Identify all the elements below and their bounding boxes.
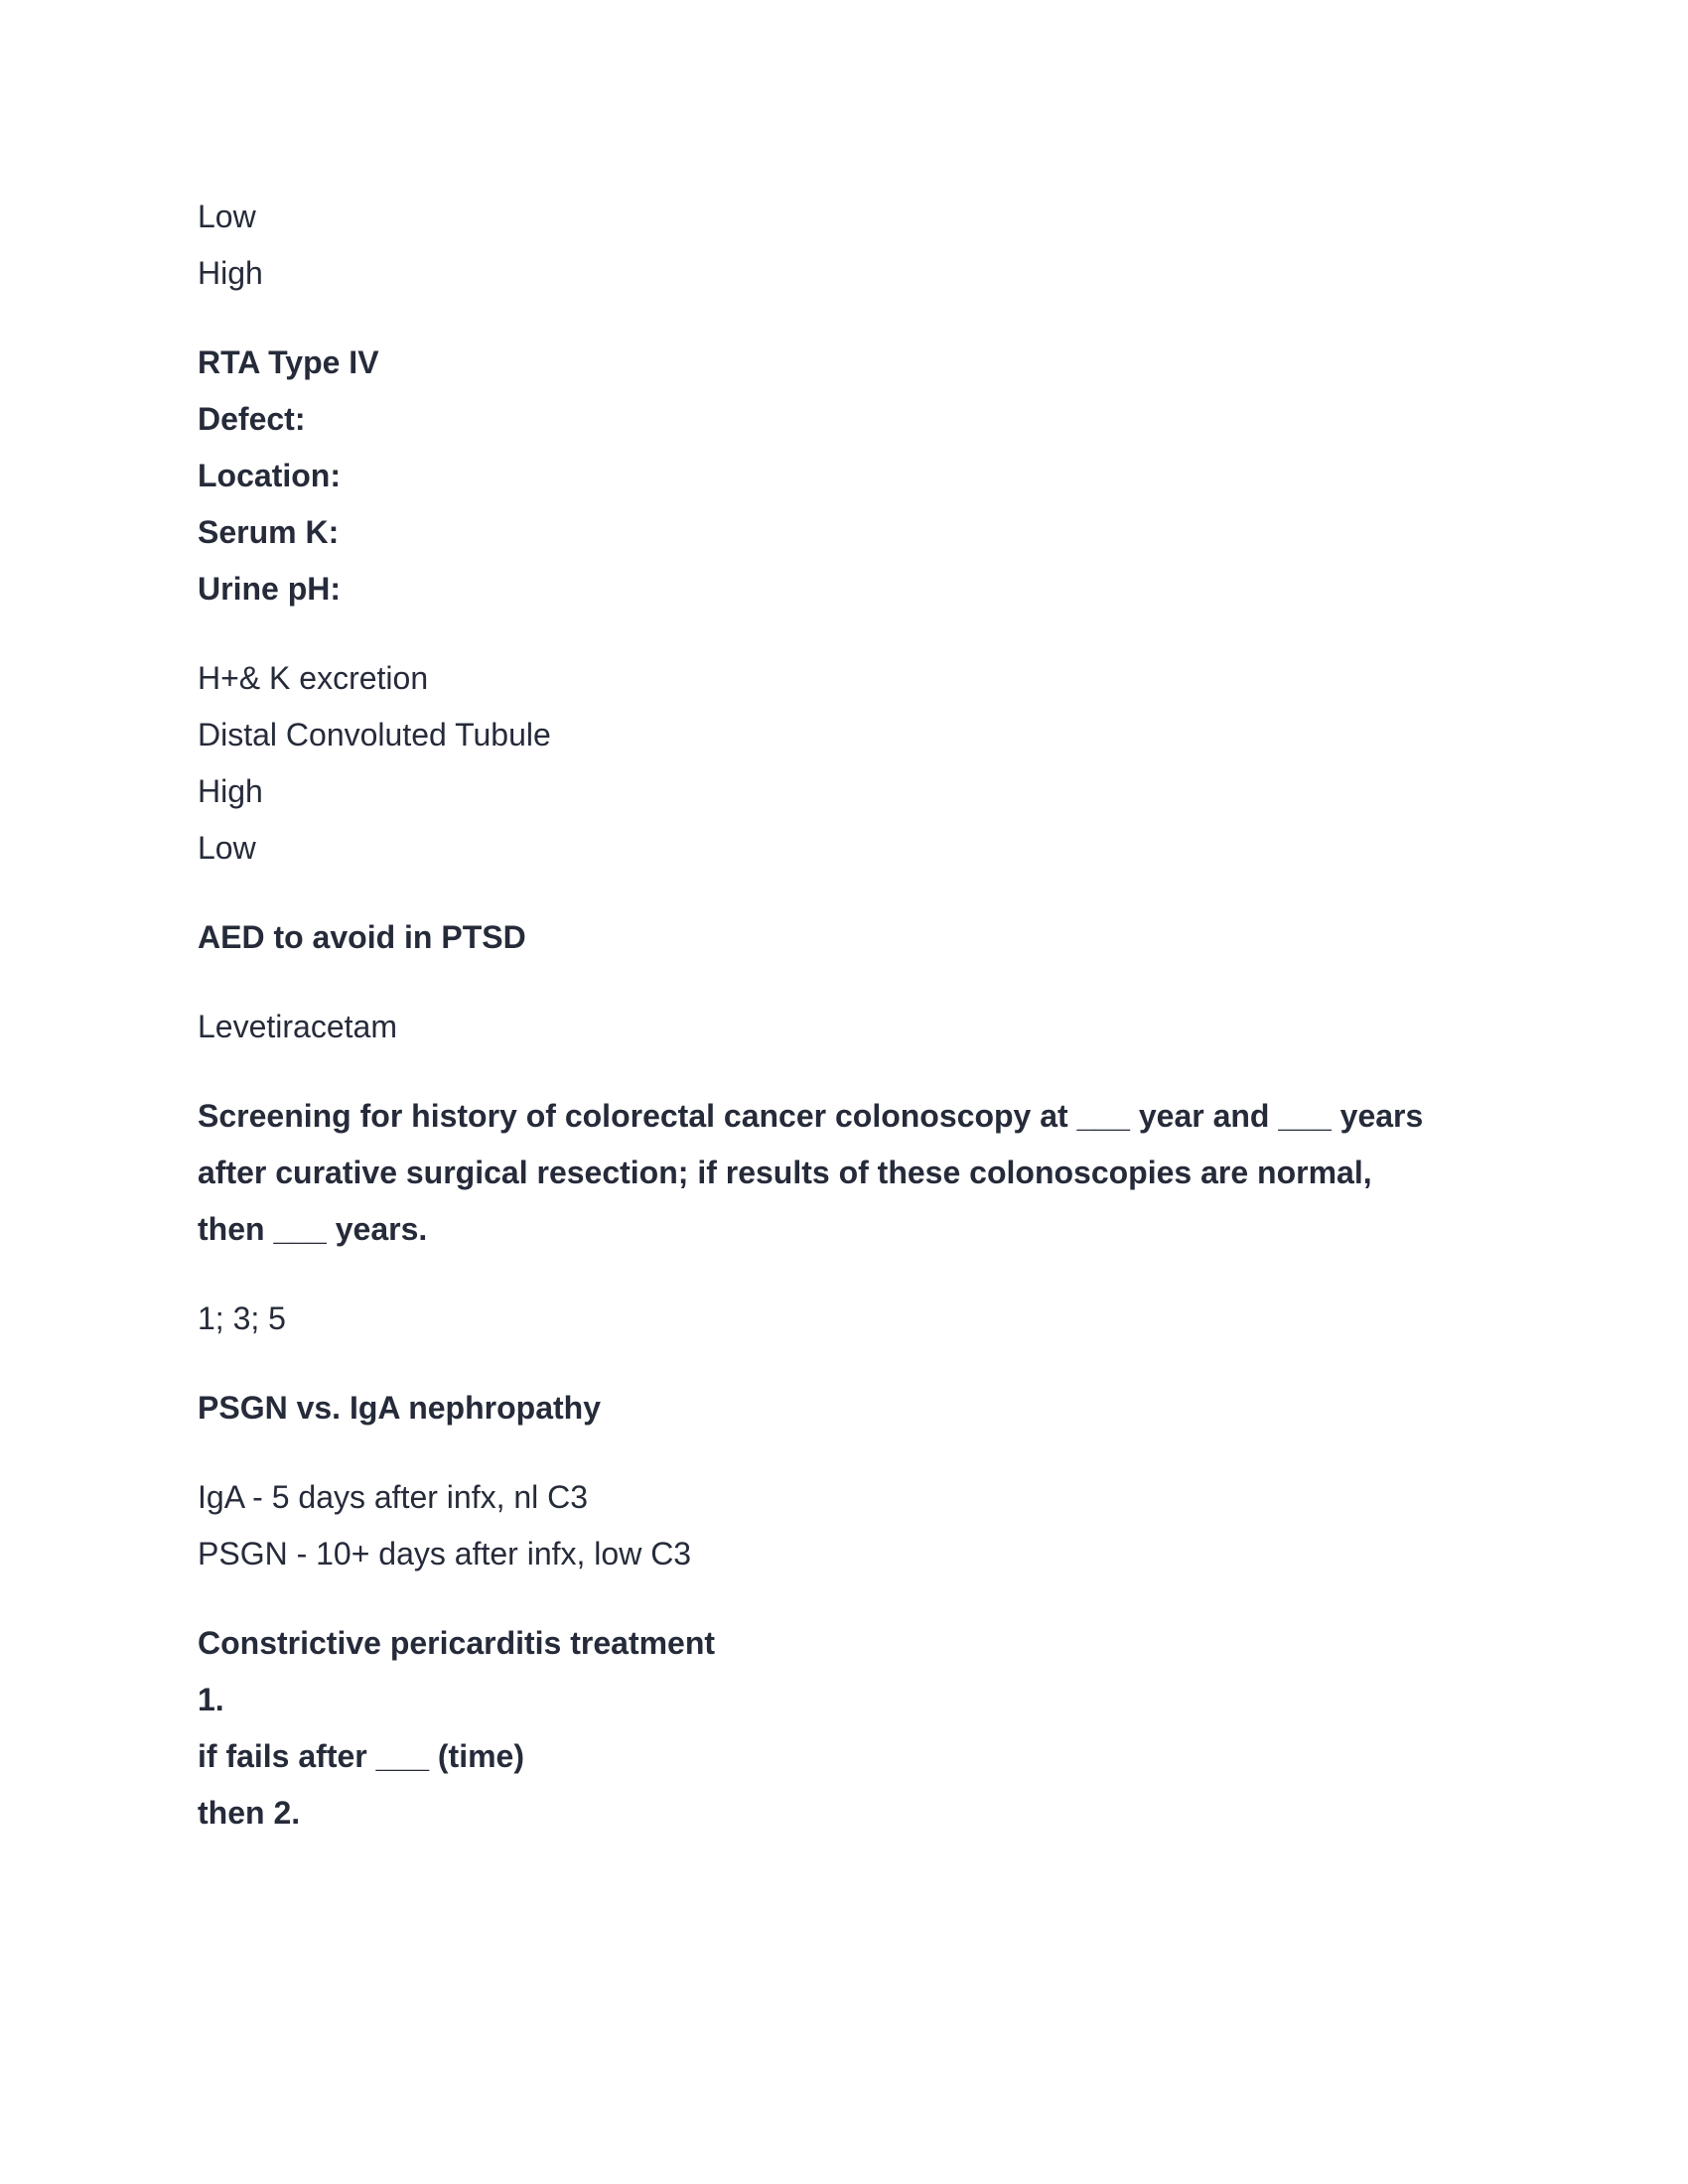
question-line: Defect:: [198, 401, 306, 437]
question-line: then 2.: [198, 1795, 301, 1831]
question-line: AED to avoid in PTSD: [198, 919, 526, 955]
question-line: RTA Type IV: [198, 344, 379, 380]
question-block: [198, 909, 1498, 966]
answer-block: [198, 1469, 1498, 1582]
answer-line: Levetiracetam: [198, 1009, 397, 1044]
answer-line: PSGN - 10+ days after infx, low C3: [198, 1536, 692, 1571]
question-block: [198, 335, 1498, 617]
question-line: if fails after ___ (time): [198, 1738, 524, 1774]
question-line: Urine pH:: [198, 571, 341, 607]
question-line: PSGN vs. IgA nephropathy: [198, 1390, 601, 1426]
question-block: [198, 1615, 1498, 1842]
answer-line: H+& K excretion: [198, 660, 429, 696]
document-page: [198, 189, 1498, 1874]
question-line: Screening for history of colorectal cancer colonoscopy at ___ year and ___ years: [198, 1098, 1424, 1134]
answer-line: High: [198, 773, 263, 809]
question-line: then ___ years.: [198, 1211, 428, 1247]
answer-block: [198, 650, 1498, 877]
answer-block: [198, 1291, 1498, 1347]
answer-line: Distal Convoluted Tubule: [198, 717, 551, 752]
question-block: [198, 1088, 1498, 1258]
question-line: Constrictive pericarditis treatment: [198, 1625, 716, 1661]
question-block: [198, 1380, 1498, 1436]
answer-line: High: [198, 255, 263, 291]
answer-line: Low: [198, 199, 256, 234]
question-line: Serum K:: [198, 514, 340, 550]
answer-block: [198, 189, 1498, 302]
answer-line: IgA - 5 days after infx, nl C3: [198, 1479, 589, 1515]
question-line: after curative surgical resection; if results of these colonoscopies are normal,: [198, 1155, 1372, 1190]
answer-line: 1; 3; 5: [198, 1300, 286, 1336]
question-line: 1.: [198, 1682, 224, 1717]
question-line: Location:: [198, 458, 341, 493]
answer-block: [198, 999, 1498, 1055]
answer-line: Low: [198, 830, 256, 866]
